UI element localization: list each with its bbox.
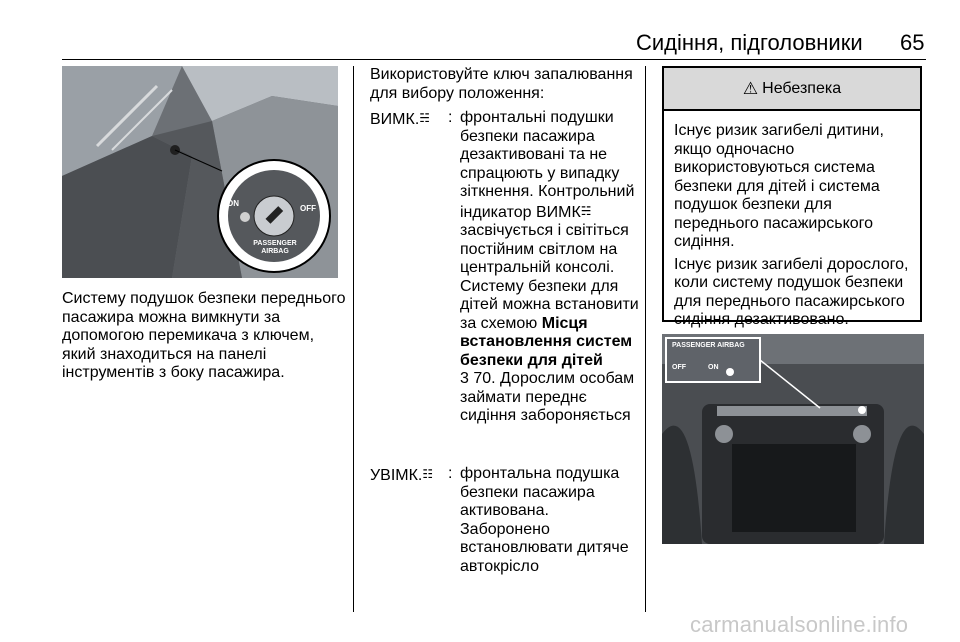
warning-header [664,68,920,111]
desc-off-part2: засвічується і світіться постійним світлом на центральній консолі. Систему безпеки для дітей можна встановити за схемою [460,222,639,332]
switch-label-on: ON [227,199,239,208]
definition-colon-off: : [448,109,453,126]
child-restraint-locations-link[interactable]: Місця встановлення систем безпеки для дітей [460,314,633,369]
danger-warning-box [662,66,922,328]
console-label-on: ON [708,364,719,371]
desc-off-part3: . Дорослим особам займати переднє сидіння забороняється [460,370,635,424]
definition-term-on [370,465,433,486]
passenger-airbag-off-icon: ☵ [419,111,431,125]
term-off-label: ВИМК. [370,111,420,128]
door-airbag-switch-photo [62,66,338,278]
column-divider-left [353,66,354,612]
definition-desc-on: фронтальна подушка безпеки пасажира активована. Заборонено встановлювати дитяче автокрісло [460,465,629,575]
console-label-off: OFF [672,364,686,371]
switch-label-off: OFF [300,204,316,213]
page-header-title: Сидіння, підголовники [636,30,863,55]
column-divider-right [645,66,646,612]
console-airbag-indicator-photo [662,334,924,544]
left-column-text: Систему подушок безпеки переднього пасажира можна вимкнути за допомогою перемикача з ключем, який знаходиться на панелі інструментів з боку пасажира. [62,290,346,381]
page-reference[interactable]: 3 70 [460,370,492,387]
passenger-airbag-off-inline-icon: ☵ [580,203,592,218]
definition-term-off [370,109,430,130]
warning-paragraph-child: Існує ризик загибелі дитини, якщо одночасно використовуються система безпеки для дітей і система подушок безпеки для переднього пасажирського сидіння. [674,122,884,250]
warning-triangle-icon: ⚠ [742,78,759,98]
selection-intro-text: Використовуйте ключ запалювання для вибору положення: [370,66,633,102]
desc-off-part1: фронтальні подушки безпеки пасажира дезактивовані та не спрацюють у випадку зіткнення. Контрольний індикатор ВИМК [460,109,635,221]
site-watermark: carmanualsonline.info [690,612,909,637]
header-divider [62,59,926,60]
warning-title: Небезпека [762,79,842,97]
console-panel-title: PASSENGER AIRBAG [672,342,745,349]
switch-label-passenger-airbag: PASSENGER AIRBAG [253,240,297,255]
page-number: 65 [900,30,925,55]
warning-paragraph-adult: Існує ризик загибелі дорослого, коли систему подушок безпеки для переднього пасажирського сидіння дезактивовано. [674,255,909,328]
definition-colon-on: : [448,465,453,482]
console-scene-illustration [662,334,924,544]
term-on-label: УВІМК. [370,467,423,484]
definition-desc-off [460,109,640,426]
passenger-airbag-on-icon: ☷ [422,467,434,481]
